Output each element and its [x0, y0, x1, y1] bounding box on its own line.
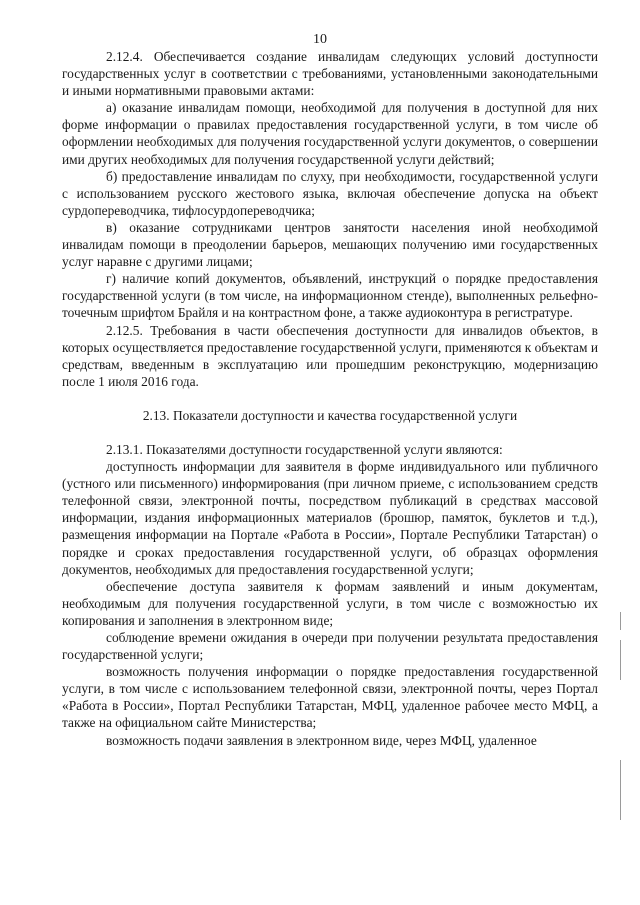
indicator-electronic-application: возможность подачи заявления в электронном виде, через МФЦ, удаленное [106, 732, 537, 748]
clause-item-g: г) наличие копий документов, объявлений, инструкций о порядке предоставления государственной услуги (в том числе, на информационном стенде), выполненных рельефно-точечным шрифтом Брайля и на контрастном фоне, а также аудиоконтура в регистратуре. [62, 271, 598, 321]
scan-edge-mark [620, 612, 621, 630]
clause-2-13-1: 2.13.1. Показателями доступности государственной услуги являются: [106, 441, 503, 457]
indicator-forms-access: обеспечение доступа заявителя к формам заявлений и иным документам, необходимым для получения государственной услуги, в том числе с возможностью их копирования и заполнения в электронном виде; [62, 578, 598, 628]
page-number: 10 [313, 32, 327, 47]
indicator-information-access: доступность информации для заявителя в форме индивидуального или публичного (устного или письменного) информирования (при личном приеме, с использованием средств телефонной связи, электронной почты, посредством публикаций в средствах массовой информации, издания информационных материалов (брошюр, памяток, буклетов и т.д.), размещения информации на Портале «Работа в России», Портале Республики Татарстан) о порядке и сроках предоставления государственной услуги, об образцах оформления документов, необходимых для предоставления государственной услуги; [62, 459, 598, 577]
clause-2-12-5: 2.12.5. Требования в части обеспечения доступности для инвалидов объектов, в которых осуществляется предоставление государственной услуги, применяются к объектам и средствам, введенным в эксплуатацию или прошедшим реконструкцию, модернизацию после 1 июля 2016 года. [62, 322, 598, 389]
clause-item-b: б) предоставление инвалидам по слуху, при необходимости, государственной услуги с использованием русского жестового языка, включая обеспечение допуска на объект сурдопереводчика, тифлосурдопереводчика; [62, 168, 598, 218]
document-body [62, 48, 598, 749]
scan-edge-mark [620, 640, 621, 680]
indicator-information-channels: возможность получения информации о порядке предоставления государственной услуги, в том числе с использованием телефонной связи, электронной почты, через Портал «Работа в России», Портал Республики Татарстан, МФЦ, удаленное рабочее место МФЦ, а также на официальном сайте Министерства; [62, 664, 598, 731]
section-heading-2-13: 2.13. Показатели доступности и качества государственной услуги [142, 407, 518, 423]
clause-item-v: в) оказание сотрудниками центров занятости населения иной необходимой инвалидам помощи в преодолении барьеров, мешающих получению ими государственных услуг наравне с другими лицами; [62, 219, 598, 270]
scan-edge-mark [620, 760, 621, 820]
clause-2-12-4: 2.12.4. Обеспечивается создание инвалидам следующих условий доступности государственных услуг в соответствии с требованиями, установленными законодательными и иными нормативными правовыми актами: [62, 49, 598, 99]
indicator-waiting-time: соблюдение времени ожидания в очереди при получении результата предоставления государственной услуги; [62, 630, 598, 663]
clause-item-a: а) оказание инвалидам помощи, необходимой для получения в доступной для них форме информации о правилах предоставления государственной услуги, в том числе об оформлении необходимых для получения государственной услуги документов, о совершении ими других необходимых для получения государственной услуги действий; [62, 100, 598, 167]
